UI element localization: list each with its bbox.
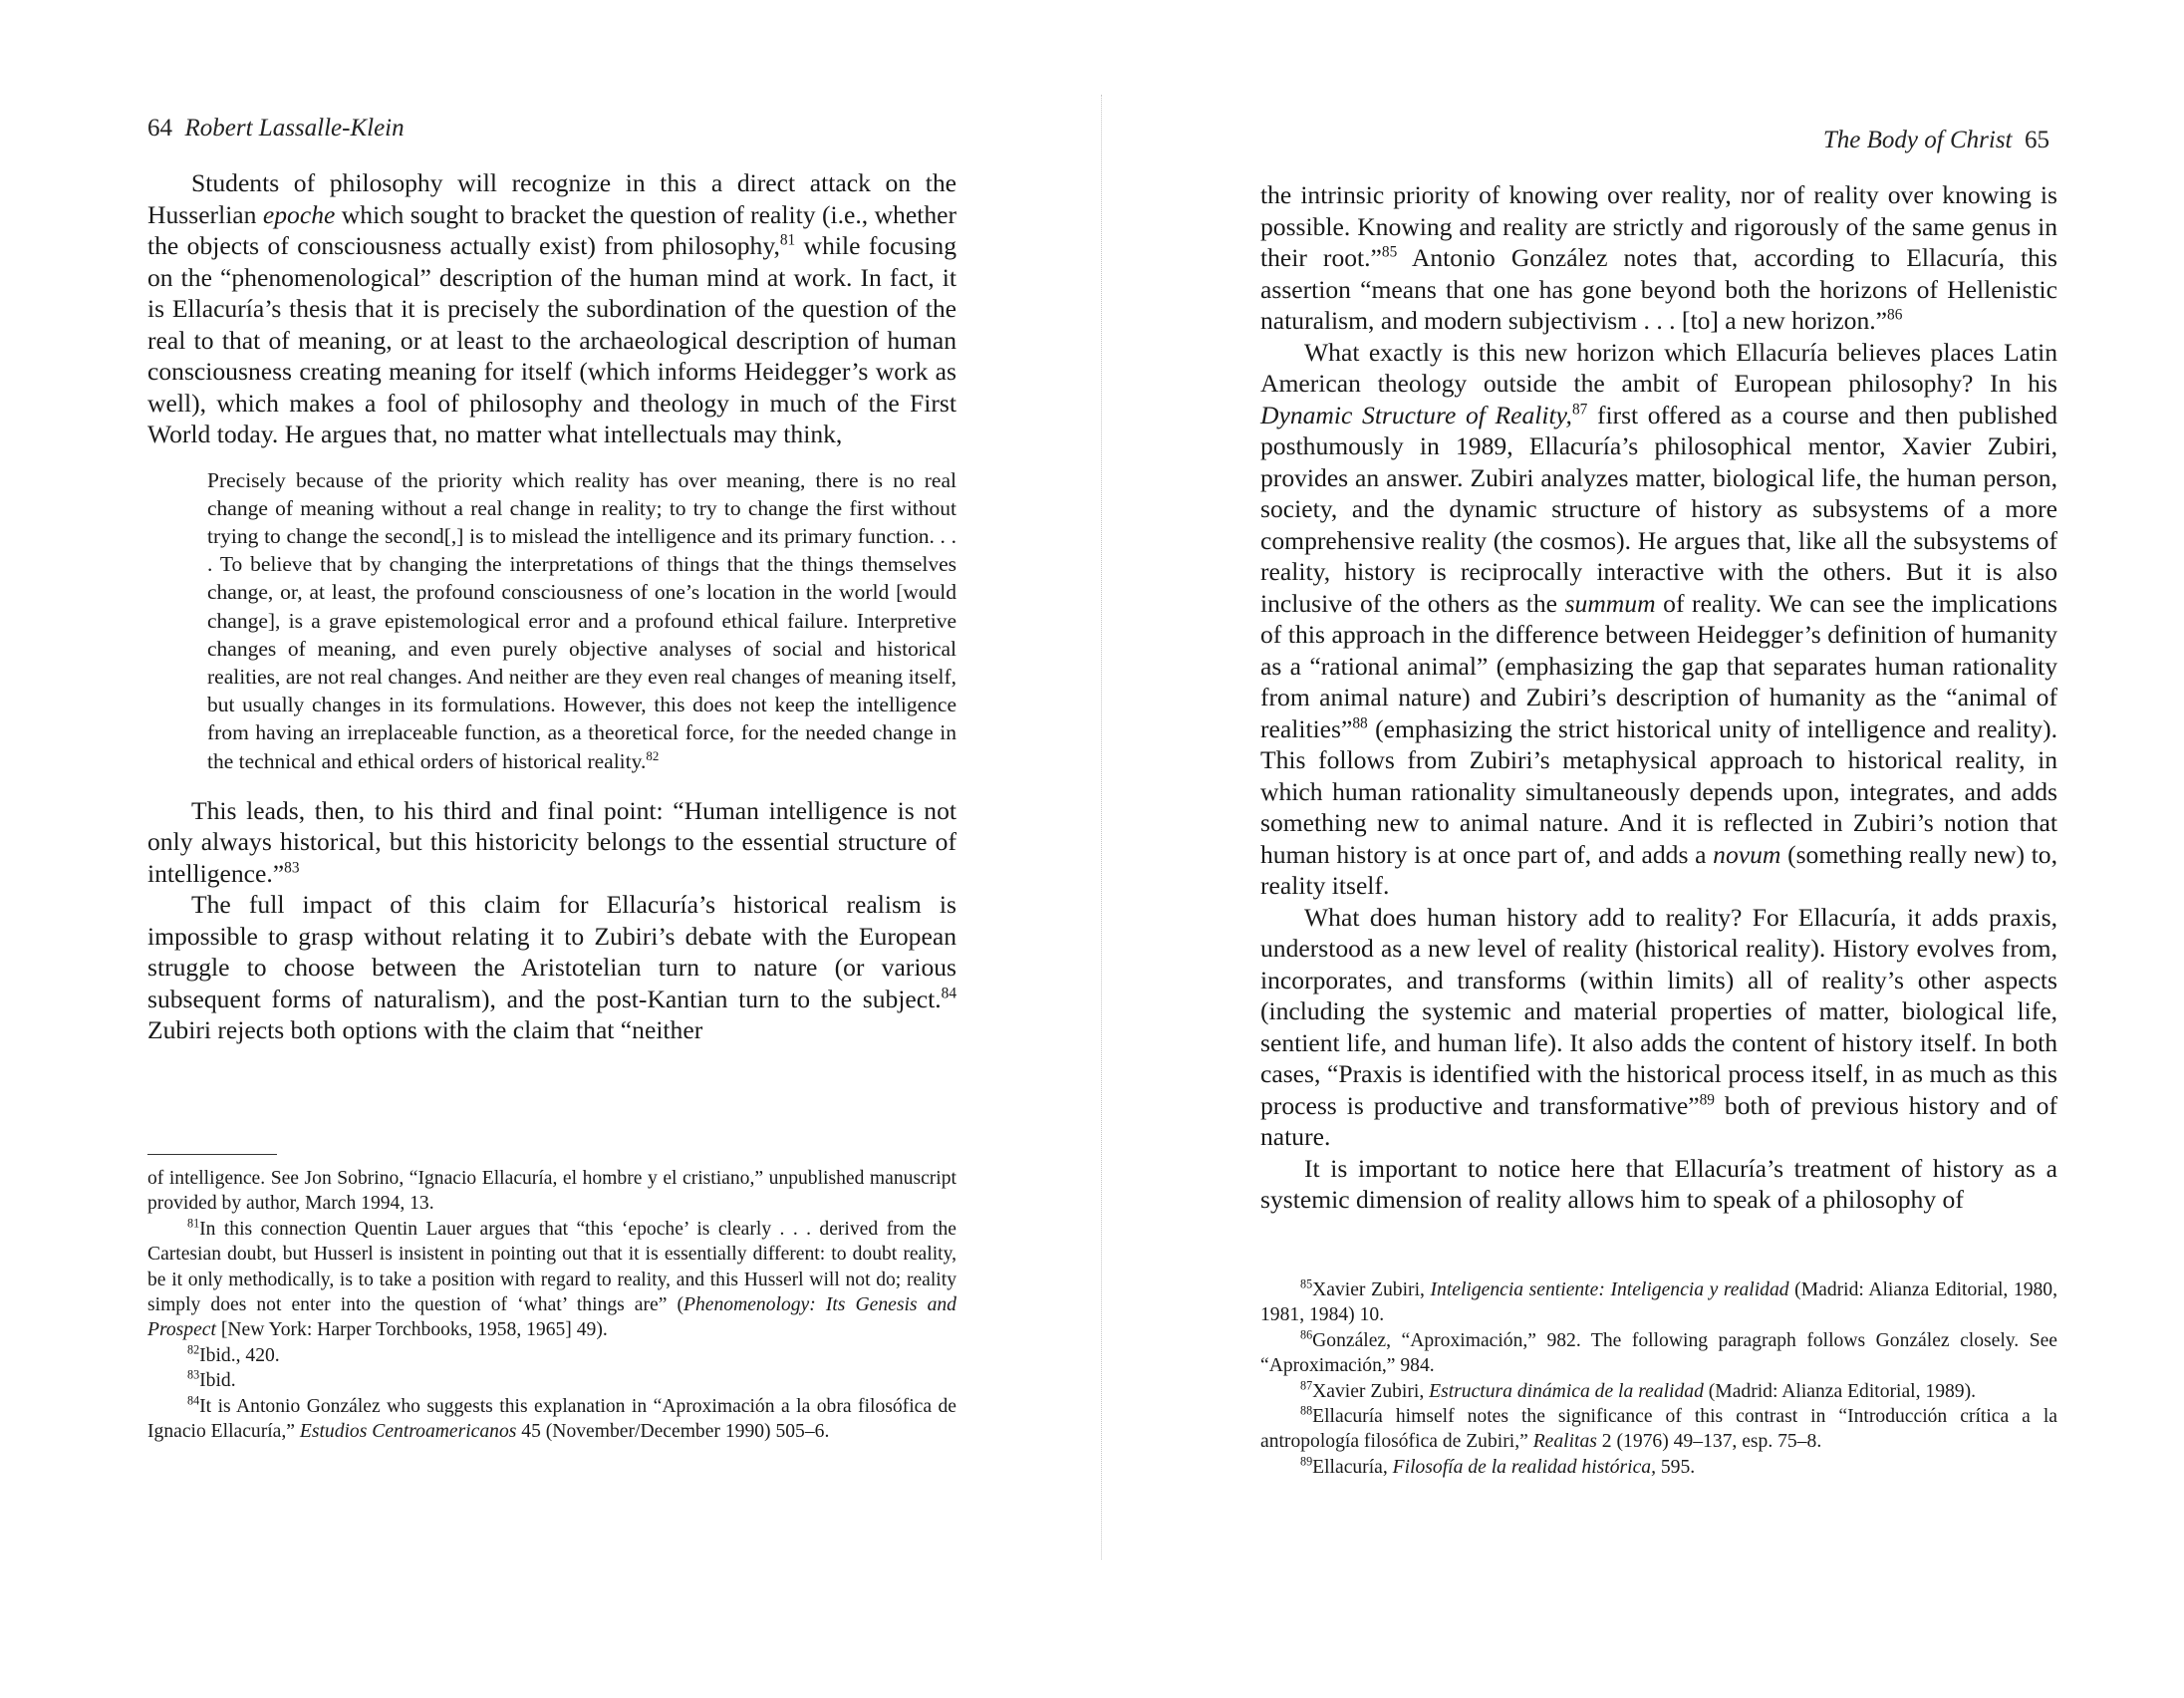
text-run: Ibid., 420.: [199, 1344, 280, 1366]
footnote-ref: 88: [1352, 713, 1368, 731]
text-run: Xavier Zubiri,: [1312, 1279, 1431, 1300]
text-run: González, “Aproximación,” 982. The following paragraph follows González closely. See “Aproximación,” 984.: [1260, 1329, 2057, 1377]
right-footnotes: [1260, 1277, 2057, 1480]
italic-title: Phenomenology: Its Genesis and Prospect: [147, 1294, 956, 1341]
footnote-81: [147, 1217, 956, 1343]
italic-title: Realitas: [1532, 1431, 1597, 1453]
footnote-ref: 84: [941, 985, 956, 1002]
italic-title: Estudios Centroamericanos: [299, 1421, 517, 1443]
text-run: The full impact of this claim for Ellacuría’s historical realism is impossible to grasp without relating it to Zubiri’s debate with the European struggle to choose between the Aristotelian turn to nature (or various subsequent forms of naturalism), and the post-Kantian turn to the subject.: [147, 890, 956, 1013]
footnote-number: 83: [187, 1367, 200, 1382]
footnote-ref: 85: [1381, 243, 1398, 261]
left-paragraph-2: [147, 795, 956, 890]
text-run: the intrinsic priority of knowing over reality, nor of reality over knowing is possible. Knowing and reality are strictly and rigorously of the same genus in their root.”: [1260, 180, 2057, 272]
text-run: Ellacuría himself notes the significance of this contrast in “Introducción crítica a la antropología filosófica de Zubiri,”: [1260, 1406, 2057, 1453]
right-running-head: [1823, 127, 2049, 154]
italic-term: epoche: [262, 199, 336, 229]
italic-term: summum: [1564, 588, 1656, 618]
right-body-text: [1260, 179, 2057, 1216]
footnote-ref: 87: [1571, 400, 1588, 418]
text-run: of reality. We can see the implications of this approach in the difference between Heidegger’s definition of humanity as a “rational animal” (emphasizing the gap that separates human rationality from animal nature) and Zubiri’s description of humanity as the “animal of realities”: [1260, 588, 2058, 743]
text-run: Zubiri rejects both options with the claim that “neither: [147, 1015, 703, 1045]
italic-term: novum: [1713, 839, 1781, 869]
text-run: Xavier Zubiri,: [1312, 1380, 1430, 1402]
footnote-89: [1260, 1455, 2057, 1480]
left-paragraph-3: [147, 889, 956, 1046]
text-run: (emphasizing the strict historical unity of intelligence and reality). This follows from Zubiri’s metaphysical approach to historical reality, in which human rationality simultaneously depends upon, integrates, and adds something new to animal nature. And it is reflected in Zubiri’s notion that human history is at once part of, and adds a: [1260, 713, 2057, 869]
italic-title: Inteligencia sentiente: Inteligencia y realidad: [1430, 1279, 1789, 1300]
footnote-number: 82: [187, 1342, 200, 1357]
text-run: Ibid.: [199, 1370, 236, 1392]
footnote-87: [1260, 1379, 2057, 1404]
left-paragraph-1: [147, 167, 956, 450]
text-run: 2 (1976) 49–137, esp. 75–8.: [1596, 1431, 1822, 1453]
footnote-82: [147, 1343, 956, 1368]
italic-title: Estructura dinámica de la realidad: [1429, 1380, 1704, 1402]
block-quote: [207, 466, 956, 775]
text-run: 45 (November/December 1990) 505–6.: [516, 1421, 830, 1443]
footnote-86: [1260, 1328, 2057, 1379]
text-run: (Madrid: Alianza Editorial, 1989).: [1703, 1380, 1977, 1402]
text-run: (Madrid: Alianza Editorial, 1980, 1981, 1984) 10.: [1260, 1279, 2057, 1326]
left-page-number: 64: [147, 115, 172, 142]
footnote-number: 84: [187, 1393, 200, 1408]
footnote-number: 81: [187, 1216, 200, 1231]
text-run: In this connection Quentin Lauer argues that “this ‘epoche’ is clearly . . . derived from the Cartesian doubt, but Husserl is insistent in pointing out that it is essentially different: to doubt reality, be it only methodically, is to take a position with regard to reality, and this Husserl will not do; reality simply does not enter into the question of ‘what’ things are” (: [147, 1218, 956, 1316]
footnote-ref: 89: [1699, 1090, 1715, 1108]
left-running-head: [147, 115, 405, 142]
footnote-85: [1260, 1277, 2057, 1328]
quote-text: Precisely because of the priority which reality has over meaning, there is no real change of meaning without a real change in reality; to try to change the first without trying to change the second[,] is to mislead the intelligence and its primary function. . . . To believe that by changing the interpretations of things that the things themselves change, or, at least, the profound consciousness of one’s location in the world [would change], is a grave epistemological error and a profound ethical failure. Interpretive changes of meaning, and even purely objective analyses of social and historical realities, are not real changes. And neither are they even real changes of meaning itself, but usually changes in its formulations. However, this does not keep the intelligence from having an irreplaceable function, as a theoretical force, for the needed change in the technical and ethical orders of historical reality.: [207, 467, 956, 773]
right-paragraph-2: [1260, 337, 2057, 902]
text-run: What exactly is this new horizon which Ellacuría believes places Latin American theology outside the ambit of European philosophy? In his: [1260, 337, 2057, 398]
footnote-rule: [147, 1154, 277, 1155]
text-run: first offered as a course and then published posthumously in 1989, Ellacuría’s philosophical mentor, Xavier Zubiri, provides an answer. Zubiri analyzes matter, biological life, the human person, society, and the dynamic structure of history as subsystems of a more comprehensive reality (the cosmos). He argues that, like all the subsystems of reality, history is reciprocally interactive with the others. But it is also inclusive of the others as the: [1260, 400, 2057, 618]
italic-title: Dynamic Structure of Reality,: [1260, 400, 1572, 429]
footnote-83: [147, 1368, 956, 1393]
left-body-text: [147, 167, 956, 1046]
footnote-ref: 83: [284, 859, 300, 877]
text-run: (something really new) to, reality itself.: [1260, 839, 2058, 900]
left-footnotes: [147, 1166, 956, 1444]
footnote-number: 85: [1300, 1276, 1313, 1291]
footnote-84: [147, 1394, 956, 1445]
text-run: It is important to notice here that Ellacuría’s treatment of history as a systemic dimension of reality allows him to speak of a philosophy of: [1260, 1153, 2057, 1214]
right-paragraph-3: [1260, 902, 2057, 1153]
footnote-ref: 82: [646, 748, 660, 763]
right-page-number: 65: [2025, 127, 2049, 153]
text-run: [New York: Harper Torchbooks, 1958, 1965] 49).: [215, 1319, 608, 1341]
text-run: while focusing on the “phenomenological” description of the human mind at work. In fact, it is Ellacuría’s thesis that it is precisely the subordination of the question of the real to that of meaning, or at least to the archaeological description of human consciousness creating meaning for itself (which informs Heidegger’s work as well), which makes a fool of philosophy and theology in much of the First World today. He argues that, no matter what intellectuals may think,: [147, 231, 956, 448]
right-running-title: The Body of Christ: [1822, 127, 2013, 153]
text-run: What does human history add to reality? For Ellacuría, it adds praxis, understood as a new level of reality (historical reality). History evolves from, incorporates, and transforms (within limits) all of reality’s other aspects (including the systemic and material properties of matter, biological life, sentient life, and human life). It also adds the content of history itself. In both cases, “Praxis is identified with the historical process itself, in as much as this process is productive and transformative”: [1260, 902, 2057, 1120]
right-paragraph-1: [1260, 179, 2057, 337]
italic-title: Filosofía de la realidad histórica,: [1392, 1456, 1656, 1478]
footnote-number: 88: [1300, 1403, 1313, 1418]
text-run: Antonio González notes that, according to Ellacuría, this assertion “means that one has gone beyond both the horizons of Hellenistic naturalism, and modern subjectivism . . . [to] a new horizon.”: [1260, 243, 2057, 335]
footnote-continuation: of intelligence. See Jon Sobrino, “Ignacio Ellacuría, el hombre y el cristiano,” unpublished manuscript provided by author, March 1994, 13.: [147, 1168, 956, 1215]
text-run: It is Antonio González who suggests this explanation in “Aproximación a la obra filosófica de Ignacio Ellacuría,”: [147, 1395, 956, 1443]
text-run: Students of philosophy will recognize in this a direct attack on the Husserlian: [147, 168, 956, 229]
text-run: which sought to bracket the question of reality (i.e., whether the objects of consciousness actually exist) from philosophy,: [147, 199, 956, 260]
left-running-title: Robert Lassalle-Klein: [184, 115, 405, 142]
right-paragraph-4: [1260, 1153, 2057, 1216]
footnote-ref: 86: [1887, 306, 1903, 324]
text-run: Ellacuría,: [1312, 1456, 1393, 1478]
footnote-88: [1260, 1404, 2057, 1455]
footnote-number: 87: [1300, 1378, 1313, 1393]
text-run: This leads, then, to his third and final point: “Human intelligence is not only always historical, but this historicity belongs to the essential structure of intelligence.”: [147, 795, 956, 888]
text-run: both of previous history and of nature.: [1260, 1090, 2057, 1151]
footnote-ref: 81: [779, 231, 796, 249]
footnote-number: 86: [1300, 1327, 1313, 1342]
text-run: 595.: [1655, 1456, 1696, 1478]
footnote-number: 89: [1300, 1454, 1313, 1469]
